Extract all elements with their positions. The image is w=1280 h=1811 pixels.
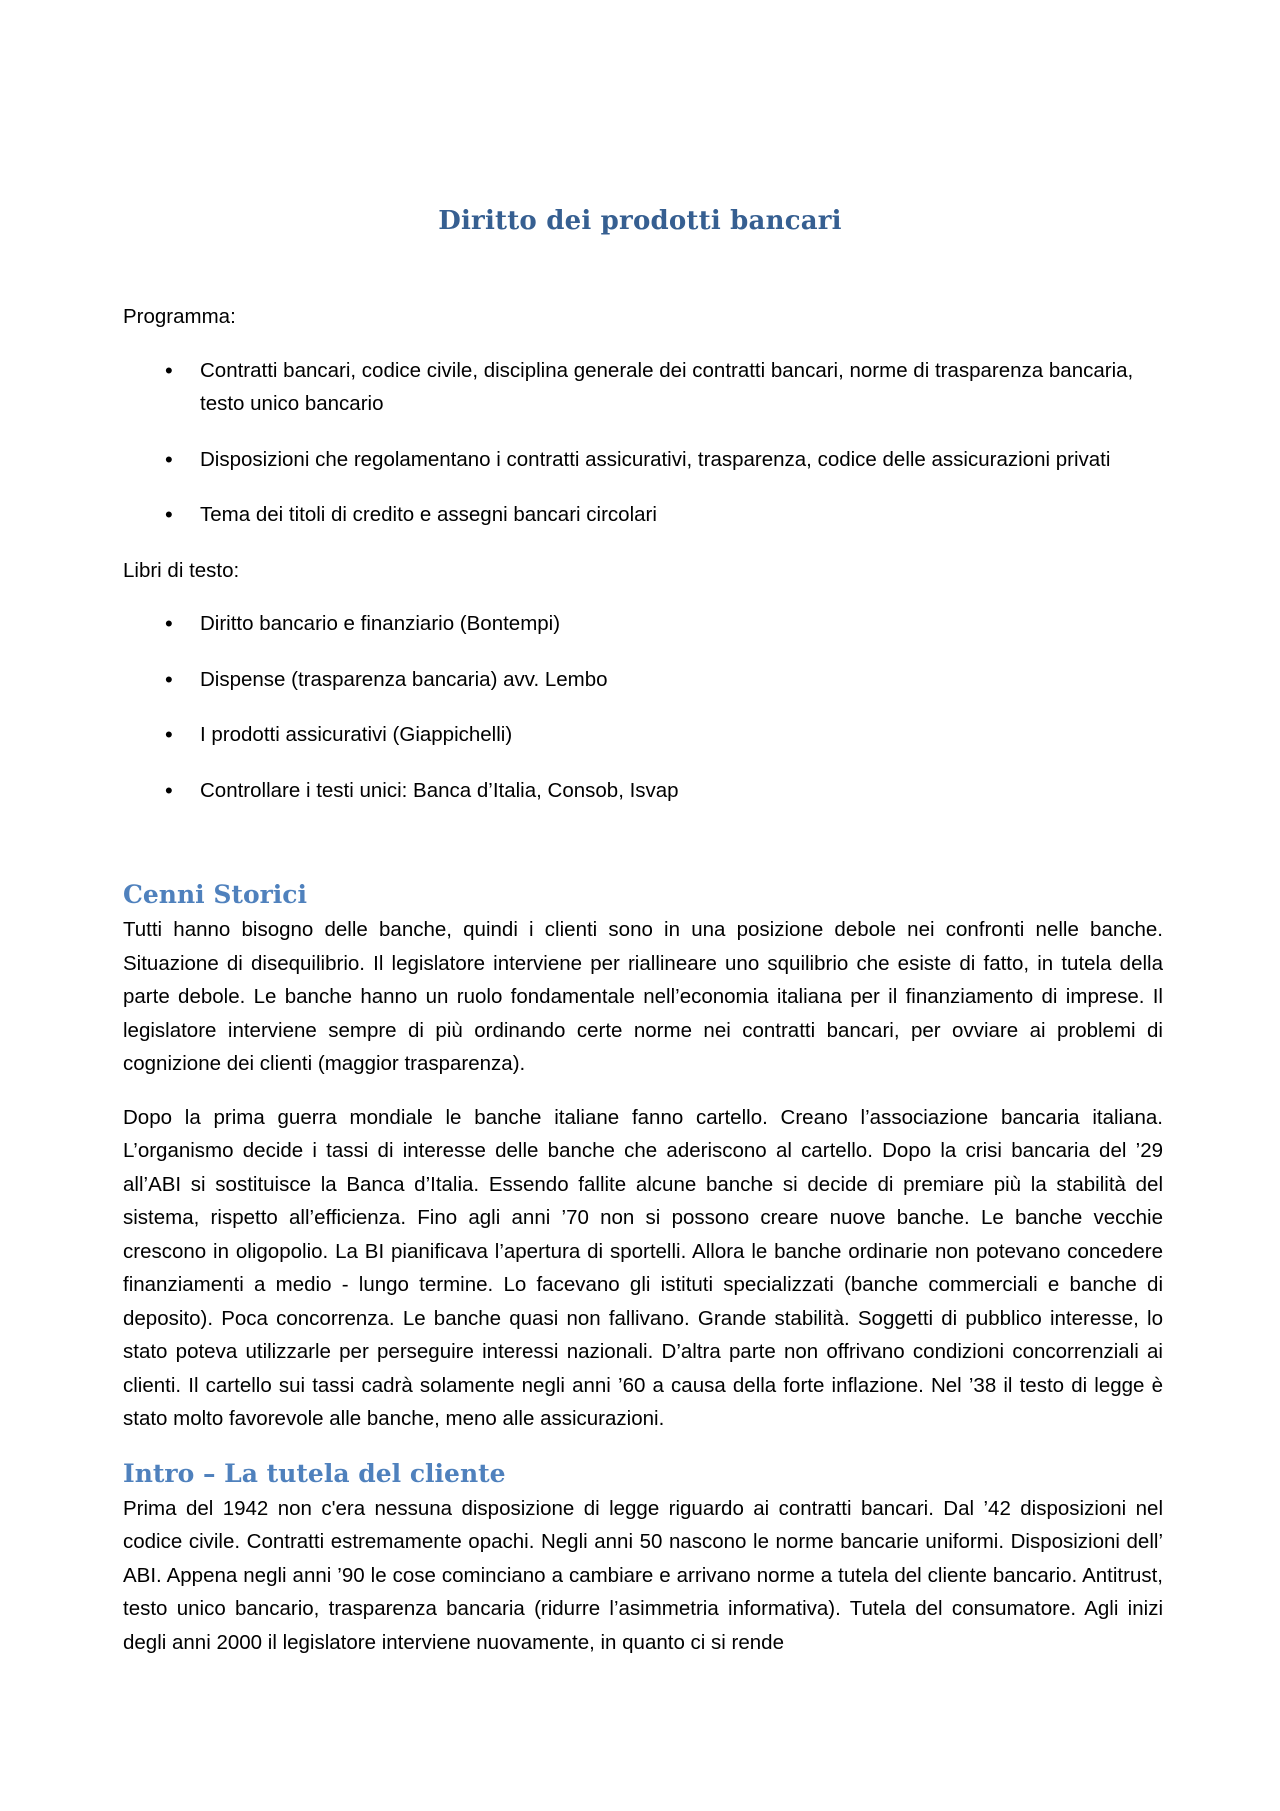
document-body [123,300,1163,1679]
list-item-text: Dispense (trasparenza bancaria) avv. Lembo [200,667,608,691]
bullet-icon: • [165,666,173,692]
libri-list [123,607,1163,807]
list-item-text: Diritto bancario e finanziario (Bontempi) [200,612,561,635]
bullet-icon: • [165,611,173,636]
libri-label: Libri di testo: [123,558,240,582]
bullet-icon: • [165,446,173,472]
bullet-icon: • [165,357,173,383]
bullet-icon: • [165,777,173,803]
list-item [123,718,1163,752]
list-item [123,774,1163,808]
programma-list [123,354,1163,532]
section-paragraph: Dopo la prima guerra mondiale le banche italiane fanno cartello. Creano l’associazione bancaria italiana. L’organismo decide i tassi di interesse delle banche che aderiscono al cartello. Dopo la crisi bancaria del ’29 all’ABI si sostituisce la Banca d’Italia. Essendo fallite alcune banche si decide di premiare più la stabilità del sistema, rispetto all’efficienza. Fino agli anni ’70 non si possono creare nuove banche. Le banche vecchie crescono in oligopolio. La BI pianificava l’apertura di sportelli. Allora le banche ordinarie non potevano concedere finanziamenti a medio - lungo termine. Lo facevano gli istituti specializzati (banche commerciali e banche di deposito). Poca concorrenza. Le banche quasi non fallivano. Grande stabilità. Soggetti di pubblico interesse, lo stato poteva utilizzarle per perseguire interessi nazionali. D’altra parte non offrivano condizioni concorrenziali ai clienti. Il cartello sui tassi cadrà solamente negli anni ’60 a causa della forte inflazione. Nel ’38 il testo di legge è stato molto favorevole alle banche, meno alle assicurazioni. [123,1105,1163,1430]
list-item-text: I prodotti assicurativi (Giappichelli) [200,723,513,746]
bullet-icon: • [165,722,173,747]
list-item-text: Disposizioni che regolamentano i contratti assicurativi, trasparenza, codice delle assicurazioni privati [200,447,1111,471]
list-item [123,663,1163,697]
programma-label: Programma: [123,305,236,328]
list-item [123,498,1163,532]
section-paragraph: Prima del 1942 non c'era nessuna disposizione di legge riguardo ai contratti bancari. Dal ’42 disposizioni nel codice civile. Contratti estremamente opachi. Negli anni 50 nascono le norme bancarie uniformi. Disposizioni dell’ ABI. Appena negli anni ’90 le cose cominciano a cambiare e arrivano norme a tutela del cliente bancario. Antitrust, testo unico bancario, trasparenza bancaria (ridurre l’asimmetria informativa). Tutela del consumatore. Agli inizi degli anni 2000 il legislatore interviene nuovamente, in quanto ci si rende [123,1496,1163,1654]
list-item [123,443,1163,477]
bullet-icon: • [165,502,173,527]
document-title: Diritto dei prodotti bancari [438,206,842,236]
list-item [123,354,1163,421]
section-paragraph: Tutti hanno bisogno delle banche, quindi i clienti sono in una posizione debole nei confronti nelle banche. Situazione di disequilibrio. Il legislatore interviene per riallineare uno squilibrio che esiste di fatto, in tutela della parte debole. Le banche hanno un ruolo fondamentale nell’economia italiana per il finanziamento di imprese. Il legislatore interviene sempre di più ordinando certe norme nei contratti bancari, per ovviare ai problemi di cognizione dei clienti (maggior trasparenza). [123,918,1163,1075]
section-heading-cenni-storici: Cenni Storici [123,880,308,909]
list-item-text: Controllare i testi unici: Banca d’Italia, Consob, Isvap [200,778,679,802]
list-item-text: Tema dei titoli di credito e assegni bancari circolari [200,503,657,526]
section-heading-tutela-cliente: Intro – La tutela del cliente [123,1458,506,1488]
list-item [123,607,1163,641]
list-item-text: Contratti bancari, codice civile, disciplina generale dei contratti bancari, norme di trasparenza bancaria, testo unico bancario [200,358,1134,415]
